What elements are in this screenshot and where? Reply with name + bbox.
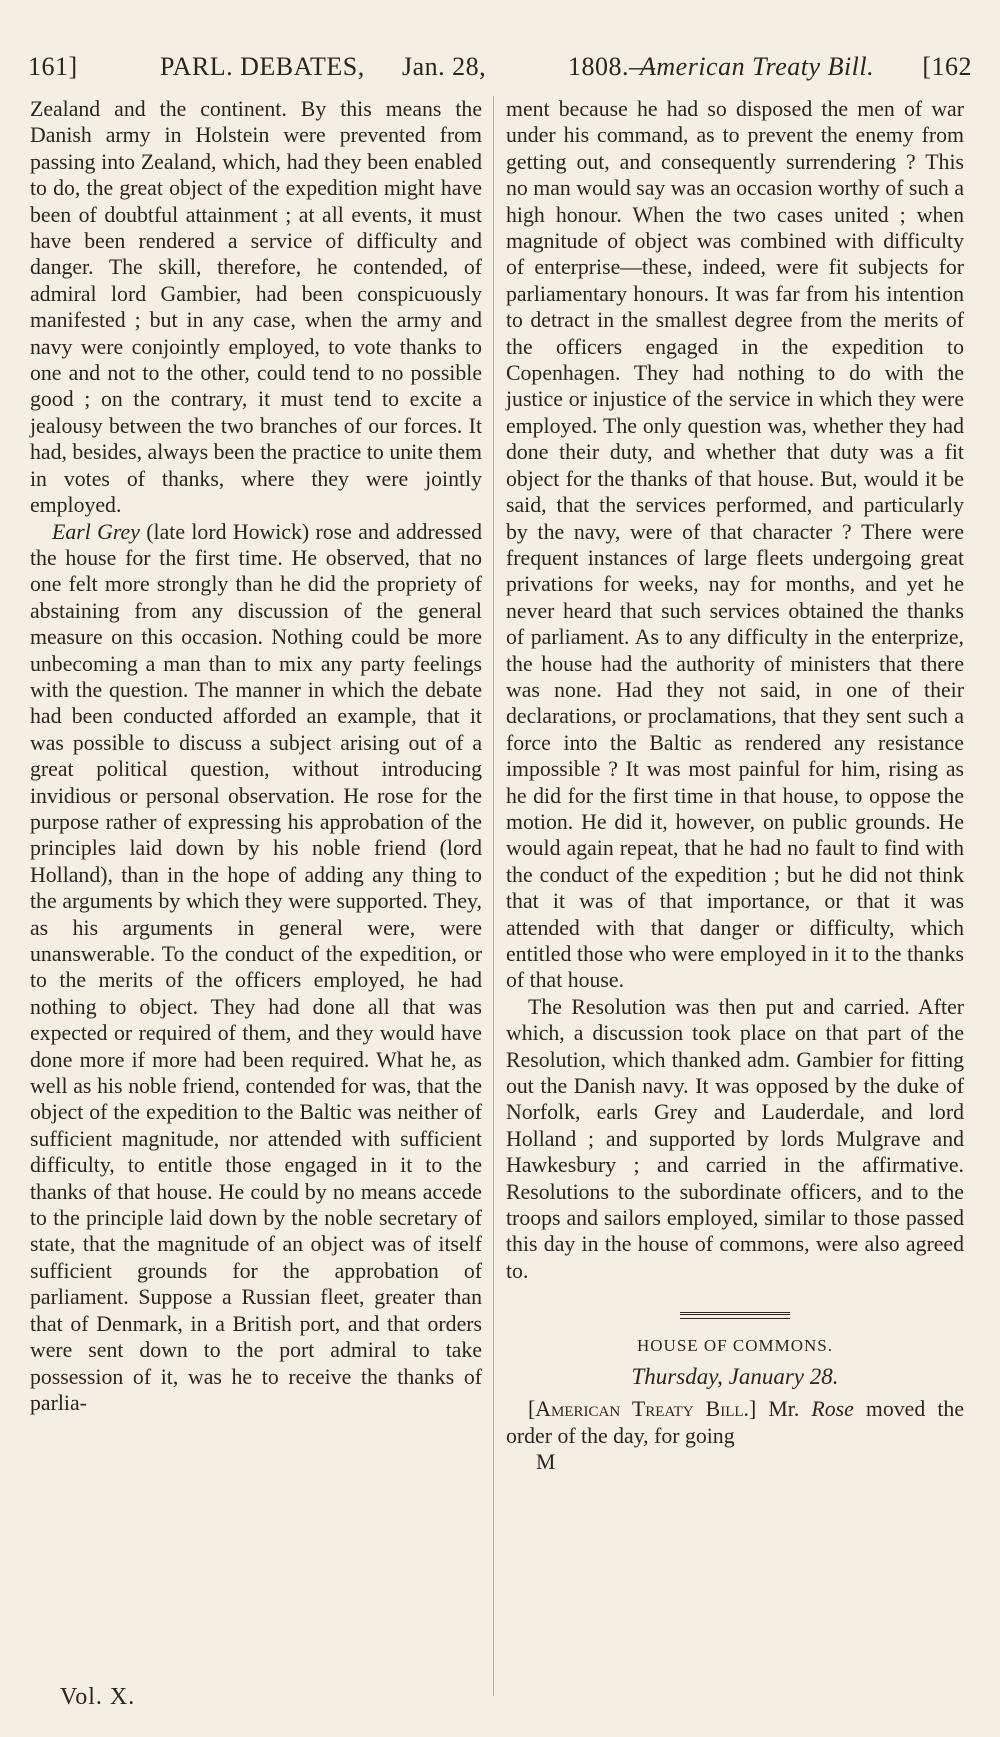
paragraph-text: (late lord Howick) rose and addressed the house for the first time. He observed, that no one felt more strongly than he did the propriety of abstaining from any discussion of the general measure on this occasion. Nothing could be more unbecoming a man than to mix any party feelings with the question. The manner in which the debate had been conducted afforded an example, that it was possible to discuss a subject arising out of a great political question, without introducing invidious or personal observation. He rose for the purpose rather of expressing his approbation of the principles laid down by his noble friend (lord Holland), than in the hope of adding any thing to the arguments by which they were supported. They, as his arguments in general were, were unanswerable. To the conduct of the expedition, or to the merits of the officers employed, he had nothing to object. They had done all that was expected or required of them, and they would have done more if more had been required. What he, as well as his noble friend, contended for was, that the object of the expedition to the Baltic was neither of sufficient magnitude, nor attended with sufficient difficulty, to entitle those engaged in it to the thanks of that house. He could by no means accede to the principle laid down by the noble secretary of state, that the magnitude of an object was of itself sufficient grounds for the approbation of parliament. Suppose a Russian fleet, greater than that of Denmark, in a British port, and that orders were sent down to the port admiral to take possession of it, was he to receive the thanks of parlia- (30, 519, 482, 1415)
volume-label: Vol. X. (60, 1684, 136, 1710)
paragraph: The Resolution was then put and carried. After which, a discussion took place on that part of the Resolution, which thanked adm. Gambier for fitting out the Danish navy. It was opposed by the duke of Norfolk, earls Grey and Lauderdale, and lord Holland ; and supported by lords Mulgrave and Hawkesbury ; and carried in the affirmative. Resolutions to the subordinate officers, and to the troops and sailors employed, similar to those passed this day in the house of commons, were also agreed to. (506, 994, 964, 1283)
right-column (506, 96, 964, 1475)
signature-mark: M (536, 1449, 556, 1474)
left-column (30, 96, 482, 1416)
header-date: Jan. 28, (402, 52, 487, 81)
header-topic: American Treaty Bill. (640, 52, 875, 81)
paragraph: ment because he had so disposed the men of war under his command, as to prevent the enemy from getting out, and consequently surrendering ? This no man would say was an occasion worthy of such a high honour. When the two cases united ; when magnitude of object was combined with difficulty of enterprise—these, indeed, were fit subjects for parliamentary honours. It was far from his intention to detract in the smallest degree from the merits of the officers engaged in the expedition to Copenhagen. They had nothing to do with the justice or injustice of the service in which they were employed. The only question was, whether they had done their duty, and whether that duty was a fit object for the thanks of that house. But, would it be said, that the services performed, and particularly by the navy, were of that character ? There were frequent instances of large fleets undergoing great privations for weeks, nay for months, and yet he never heard that such services obtained the thanks of parliament. As to any difficulty in the enterprize, the house had the authority of ministers that there was none. Had they not said, in one of their declarations, or proclamations, that they sent such a force into the Baltic as rendered any resistance impossible ? It was most painful for him, rising as he did for the first time in that house, to oppose the motion. He did it, however, on public grounds. He would again repeat, that he had no fault to find with the conduct of the expedition ; but he did not think that it was of that importance, or that it was attended with that danger or difficulty, which entitled those who were employed in it to the thanks of that house. (506, 97, 964, 993)
column-divider (493, 96, 494, 1696)
paragraph-text: moved the order of the day, for going (506, 1397, 964, 1448)
paragraph-text: Mr. (756, 1397, 812, 1422)
paragraph (30, 519, 482, 1417)
page-number-left: 161] (28, 52, 78, 81)
speaker-name: Rose (811, 1397, 854, 1422)
header-year: 1808.— (568, 52, 656, 81)
paragraph (506, 1396, 964, 1449)
page-number-right: [162 (922, 52, 972, 81)
bill-title: [American Treaty Bill.] (528, 1397, 757, 1422)
paragraph: Zealand and the continent. By this means the Danish army in Holstein were prevented from passing into Zealand, which, had they been enabled to do, the great object of the expedition might have been of doubtful attainment ; at all events, it must have been rendered a service of difficulty and danger. The skill, therefore, he contended, of admiral lord Gambier, had been conspicuously manifested ; but in any case, when the army and navy were conjointly employed, to vote thanks to one and not to the other, could tend to no possible good ; on the contrary, it must tend to excite a jealousy between the two branches of our forces. It had, besides, always been the practice to unite them in votes of thanks, where they were jointly employed. (30, 97, 482, 518)
section-heading: HOUSE OF COMMONS. (636, 1336, 833, 1356)
running-header (28, 52, 972, 92)
speaker-name: Earl Grey (52, 519, 140, 544)
section-date: Thursday, January 28. (631, 1363, 839, 1389)
section-separator (680, 1312, 790, 1319)
publication-title: PARL. DEBATES, (160, 52, 365, 81)
